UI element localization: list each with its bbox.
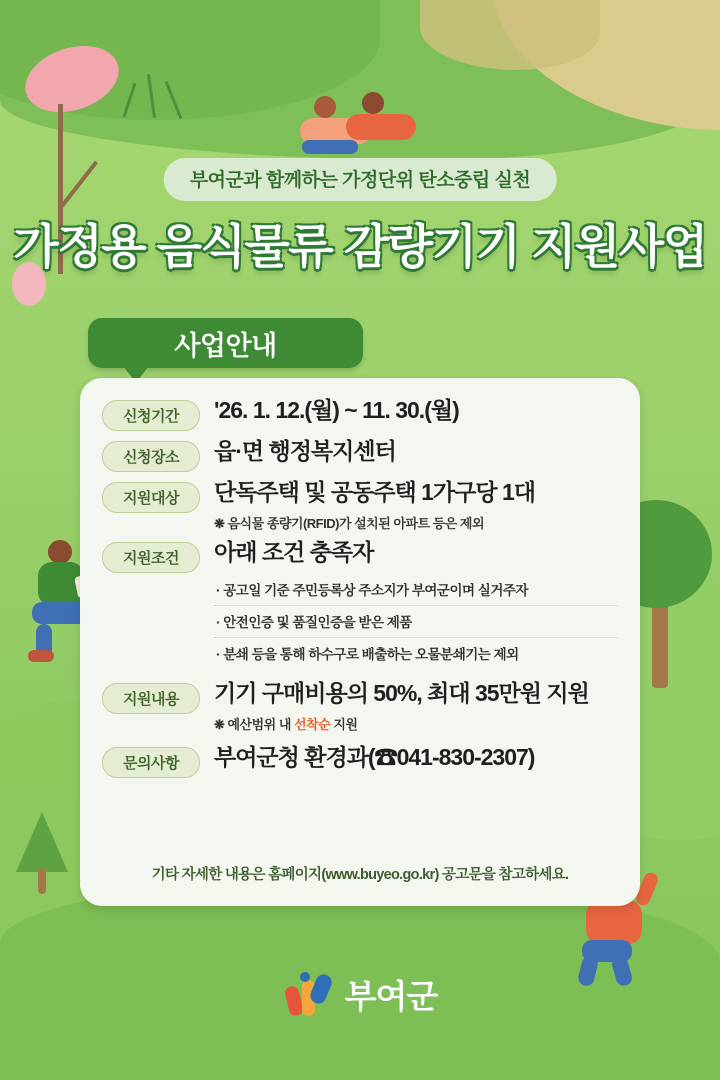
row-body <box>214 744 618 772</box>
condition-item: · 공고일 기준 주민등록상 주소지가 부여군이며 실거주자 <box>214 574 618 606</box>
info-row <box>80 433 640 474</box>
pine-tree-icon <box>16 812 68 872</box>
branch-twig-icon <box>60 161 98 208</box>
info-row <box>80 675 640 735</box>
note-suffix: 지원 <box>330 716 358 732</box>
row-label-support-condition: 지원조건 <box>102 542 200 573</box>
tree-trunk-icon <box>652 596 668 688</box>
row-value-application-place: 읍·면 행정복지센터 <box>214 438 396 464</box>
section-tab-program-info <box>88 318 363 368</box>
row-note-support-target: ❋ 음식물 종량기(RFID)가 설치된 아파트 등은 제외 <box>214 515 485 531</box>
logo <box>0 971 720 1018</box>
row-value-application-period: '26. 1. 12.(월) ~ 11. 30.(월) <box>214 397 459 423</box>
row-value-support-condition: 아래 조건 충족자 <box>214 538 374 565</box>
condition-item: · 안전인증 및 품질인증을 받은 제품 <box>214 606 618 638</box>
condition-list <box>214 574 618 669</box>
info-row <box>80 474 640 534</box>
info-row <box>80 739 640 780</box>
info-row <box>80 392 640 433</box>
subtitle-ribbon: 부여군과 함께하는 가정단위 탄소중립 실천 <box>164 158 557 201</box>
row-label-application-period: 신청기간 <box>102 400 200 431</box>
page-title: 가정용 음식물류 감량기기 지원사업 <box>13 220 707 273</box>
row-body <box>214 397 618 425</box>
row-label-application-place: 신청장소 <box>102 441 200 472</box>
row-label-inquiry: 문의사항 <box>102 747 200 778</box>
buyeo-emblem-icon <box>283 972 333 1018</box>
logo-text: 부여군 <box>344 978 438 1015</box>
row-label-support-target: 지원대상 <box>102 482 200 513</box>
info-rows <box>80 392 640 780</box>
row-value-inquiry: 부여군청 환경과(☎041-830-2307) <box>214 743 535 770</box>
note-prefix: ❋ 예산범위 내 <box>214 716 295 732</box>
row-body <box>214 438 618 466</box>
row-value-support-content: 기기 구매비용의 50%, 최대 35만원 지원 <box>214 680 589 707</box>
row-body <box>214 680 618 733</box>
section-tab-label: 사업안내 <box>174 330 277 361</box>
card-footnote: 기타 자세한 내용은 홈페이지(www.buyeo.go.kr) 공고문을 참고하세요. <box>151 867 569 883</box>
condition-item: · 분쇄 등을 통해 하수구로 배출하는 오물분쇄기는 제외 <box>216 647 519 663</box>
row-body <box>214 479 618 532</box>
row-label-support-content: 지원내용 <box>102 683 200 714</box>
row-note-support-content <box>214 714 618 733</box>
row-body <box>214 539 618 670</box>
row-value-support-target: 단독주택 및 공동주택 1가구당 1대 <box>214 479 535 505</box>
pine-trunk-icon <box>38 868 46 894</box>
note-highlight: 선착순 <box>294 716 331 732</box>
person-illustration-top <box>300 88 420 154</box>
info-card <box>80 378 640 906</box>
info-row <box>80 534 640 672</box>
